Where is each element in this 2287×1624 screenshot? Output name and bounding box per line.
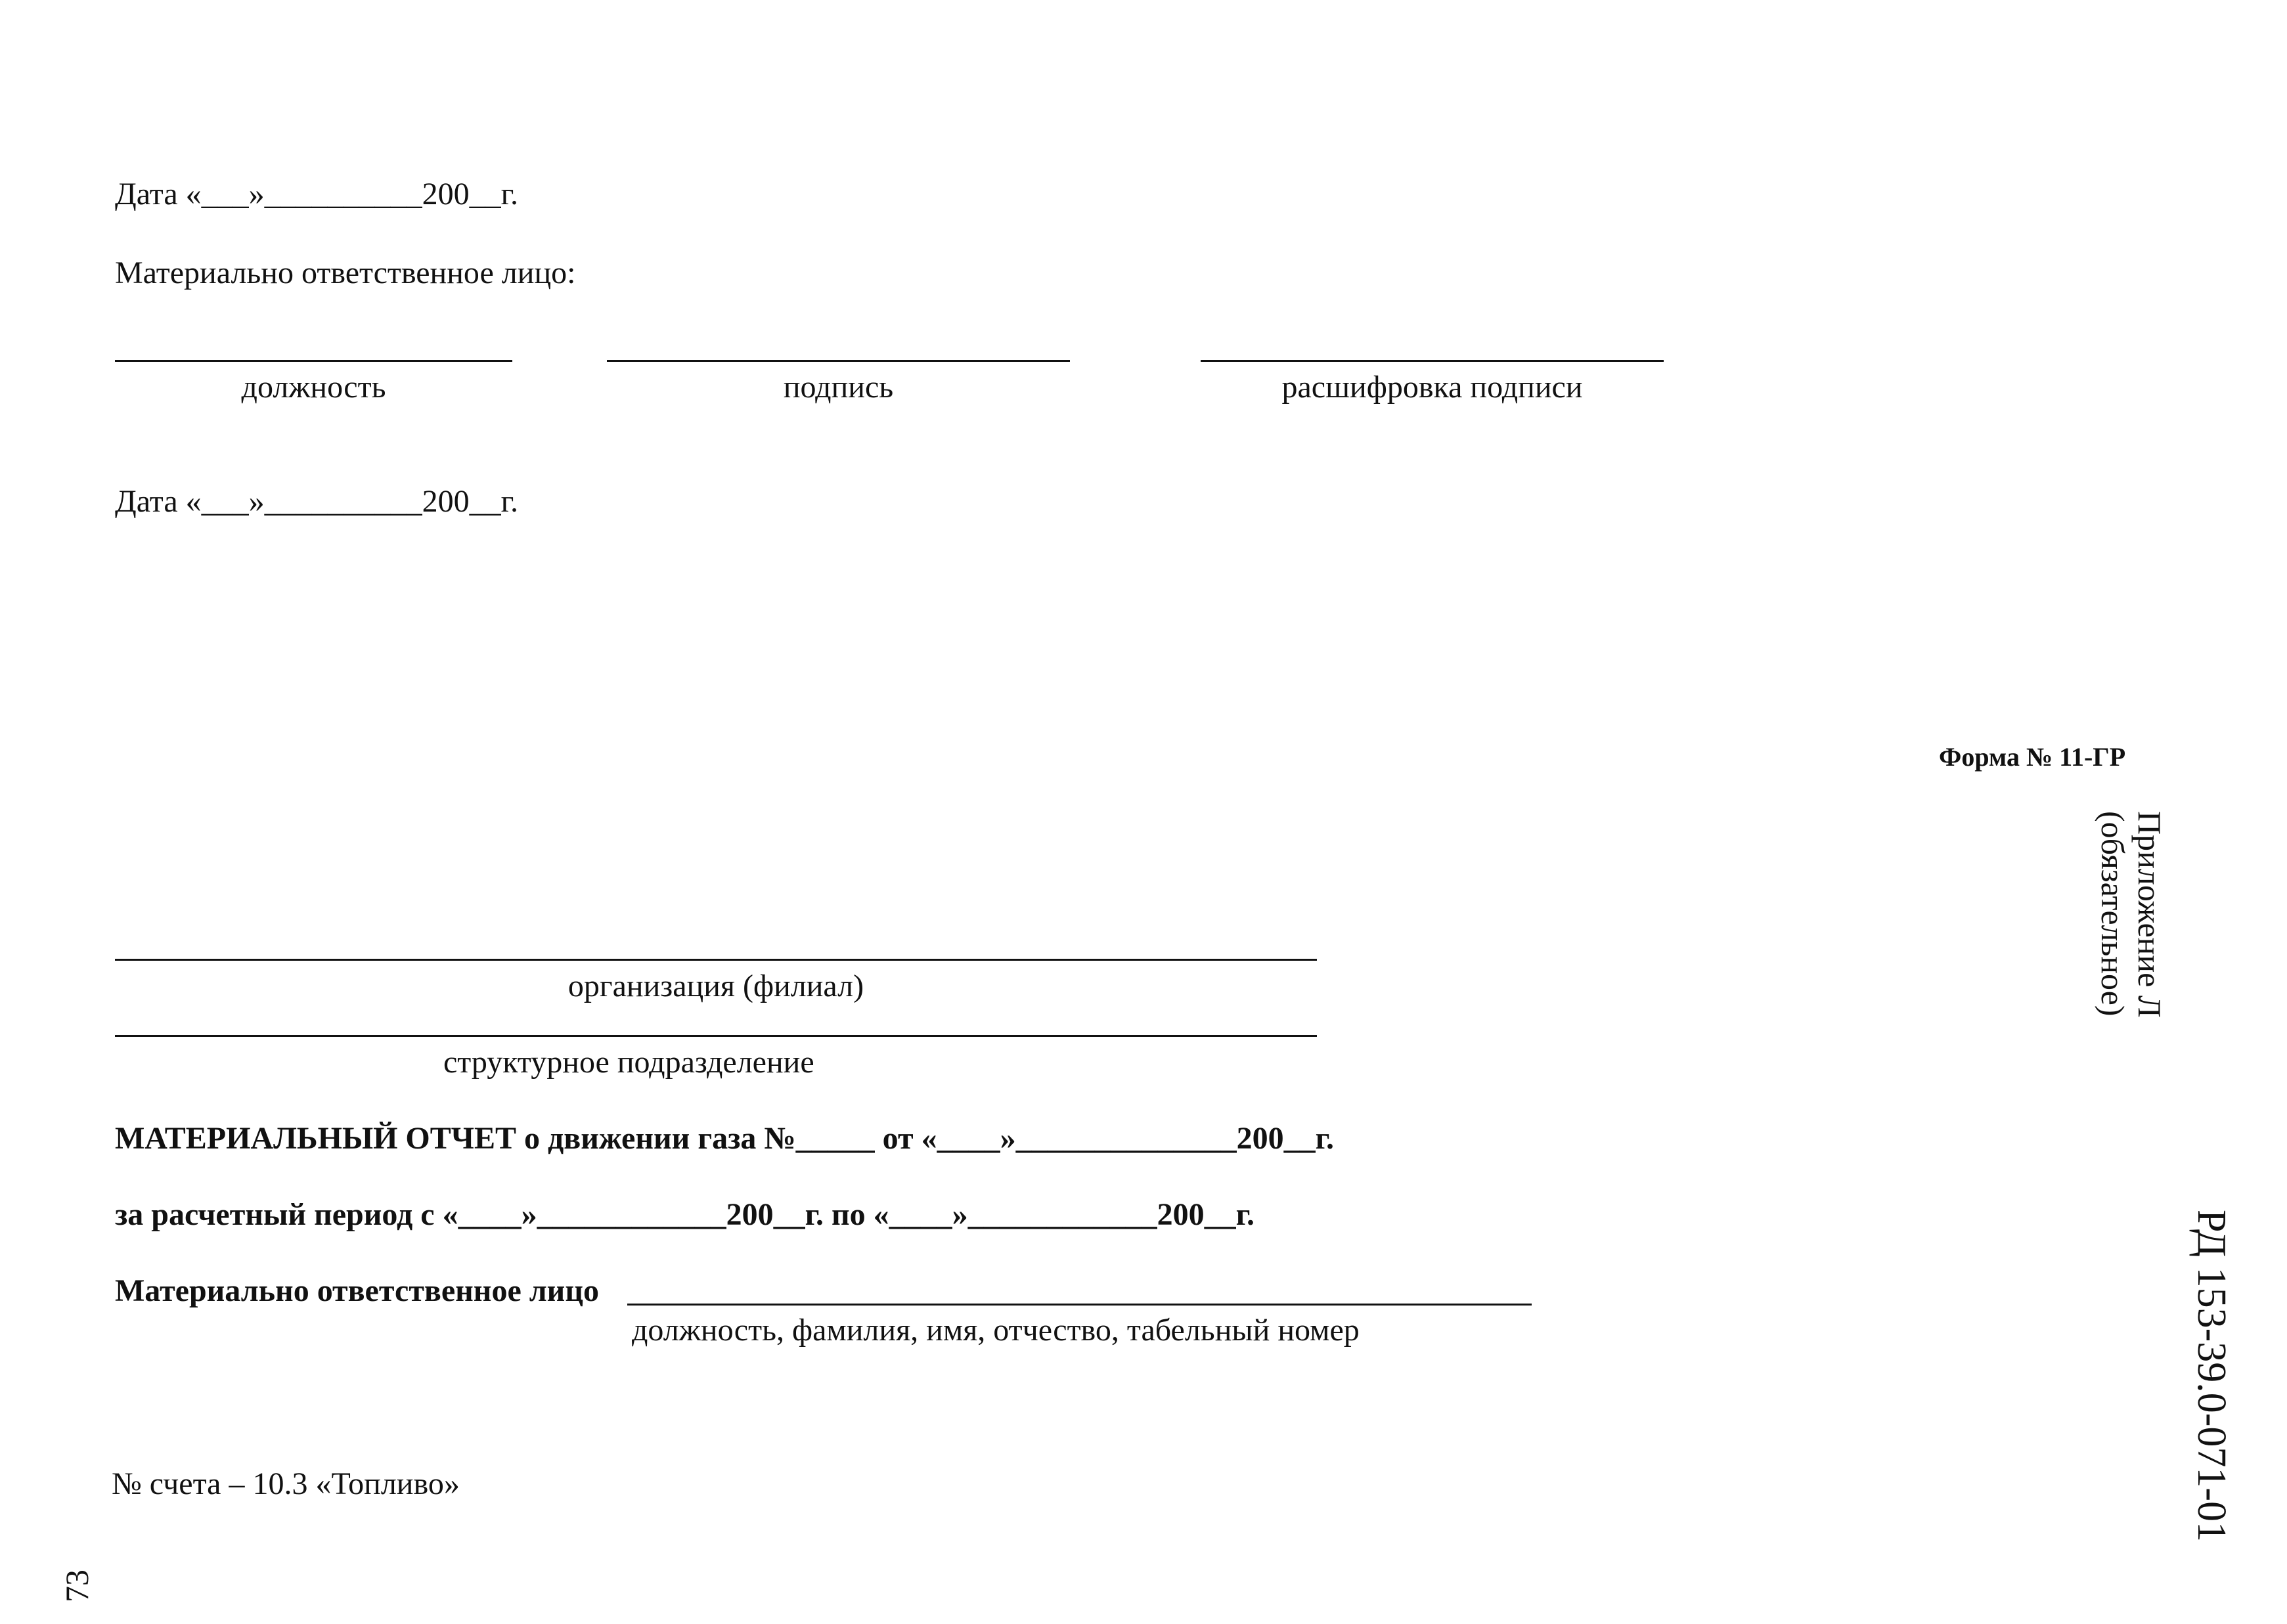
- mol-line-label: Материально ответственное лицо: [115, 1273, 599, 1308]
- appendix-label: Приложение Л: [2131, 811, 2168, 1018]
- appendix-note: (обязательное): [2095, 811, 2131, 1017]
- report-period: за расчетный период с «____»____________200__г. по «____»____________200__г.: [115, 1197, 1255, 1232]
- signature-decoding-line: [1201, 360, 1664, 362]
- document-code: РД 153-39.0-071-01: [2189, 1210, 2234, 1543]
- form-number: Форма № 11-ГР: [1939, 742, 2126, 772]
- mol-label: Материально ответственное лицо:: [115, 255, 576, 290]
- caption-signature: подпись: [783, 370, 894, 405]
- account-number: № счета – 10.3 «Топливо»: [112, 1466, 460, 1501]
- date-line-2: Дата «___»__________200__г.: [115, 484, 518, 519]
- date-line-1: Дата «___»__________200__г.: [115, 177, 518, 211]
- caption-position: должность: [241, 370, 386, 405]
- structural-unit-line: [115, 1035, 1317, 1037]
- organization-caption: организация (филиал): [567, 969, 864, 1003]
- organization-line: [115, 959, 1317, 961]
- mol-fill-line: [627, 1304, 1532, 1306]
- mol-caption: должность, фамилия, имя, отчество, табельный номер: [632, 1313, 1360, 1348]
- signature-line: [607, 360, 1070, 362]
- page-number: 73: [58, 1569, 95, 1602]
- structural-unit-caption: структурное подразделение: [443, 1045, 814, 1080]
- position-signature-line: [115, 360, 512, 362]
- caption-signature-decoding: расшифровка подписи: [1281, 370, 1583, 405]
- report-title: МАТЕРИАЛЬНЫЙ ОТЧЕТ о движении газа №_____ от «____»______________200__г.: [115, 1121, 1334, 1156]
